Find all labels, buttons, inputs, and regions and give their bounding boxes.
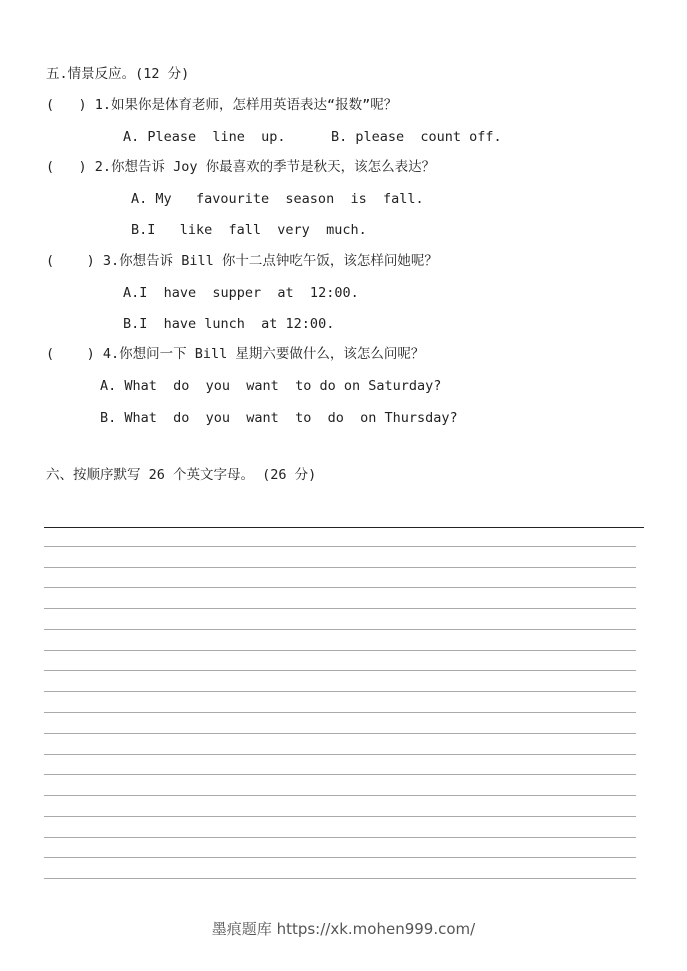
question-3-option-a: A.I have supper at 12:00. [123,285,359,301]
writing-line [44,567,636,568]
question-4-option-b: B. What do you want to do on Thursday? [100,410,458,426]
section6-heading: 六、按顺序默写 26 个英文字母。 (26 分) [46,467,317,483]
writing-line [44,795,636,796]
writing-line [44,857,636,858]
writing-line [44,608,636,609]
footer-watermark: 墨痕题库 https://xk.mohen999.com/ [211,920,476,938]
question-1-stem: ( ) 1.如果你是体育老师，怎样用英语表达“报数”呢？ [46,97,398,113]
writing-line [44,546,636,547]
writing-line [44,587,636,588]
writing-line [44,754,636,755]
question-1-option-b: B. please count off. [331,129,502,145]
writing-line [44,650,636,651]
question-1-option-a: A. Please line up. [123,129,286,145]
writing-line [44,837,636,838]
question-2-option-a: A. My favourite season is fall. [131,191,424,207]
question-2-option-b: B.I like fall very much. [131,222,367,238]
question-4-option-a: A. What do you want to do on Saturday? [100,378,442,394]
writing-line [44,712,636,713]
writing-line [44,774,636,775]
alphabet-writing-area [44,527,644,887]
writing-line [44,733,636,734]
question-3-stem: ( ) 3.你想告诉 Bill 你十二点钟吃午饭，该怎样问她呢？ [46,253,438,269]
writing-line [44,878,636,879]
writing-line [44,816,636,817]
writing-line [44,670,636,671]
question-3-option-b: B.I have lunch at 12:00. [123,316,335,332]
writing-line [44,629,636,630]
writing-area-top-rule [44,527,644,528]
question-4-stem: ( ) 4.你想问一下 Bill 星期六要做什么，该怎么问呢？ [46,346,425,362]
writing-line [44,691,636,692]
section5-heading: 五.情景反应。(12 分) [46,66,190,82]
question-2-stem: ( ) 2.你想告诉 Joy 你最喜欢的季节是秋天，该怎么表达？ [46,159,436,175]
